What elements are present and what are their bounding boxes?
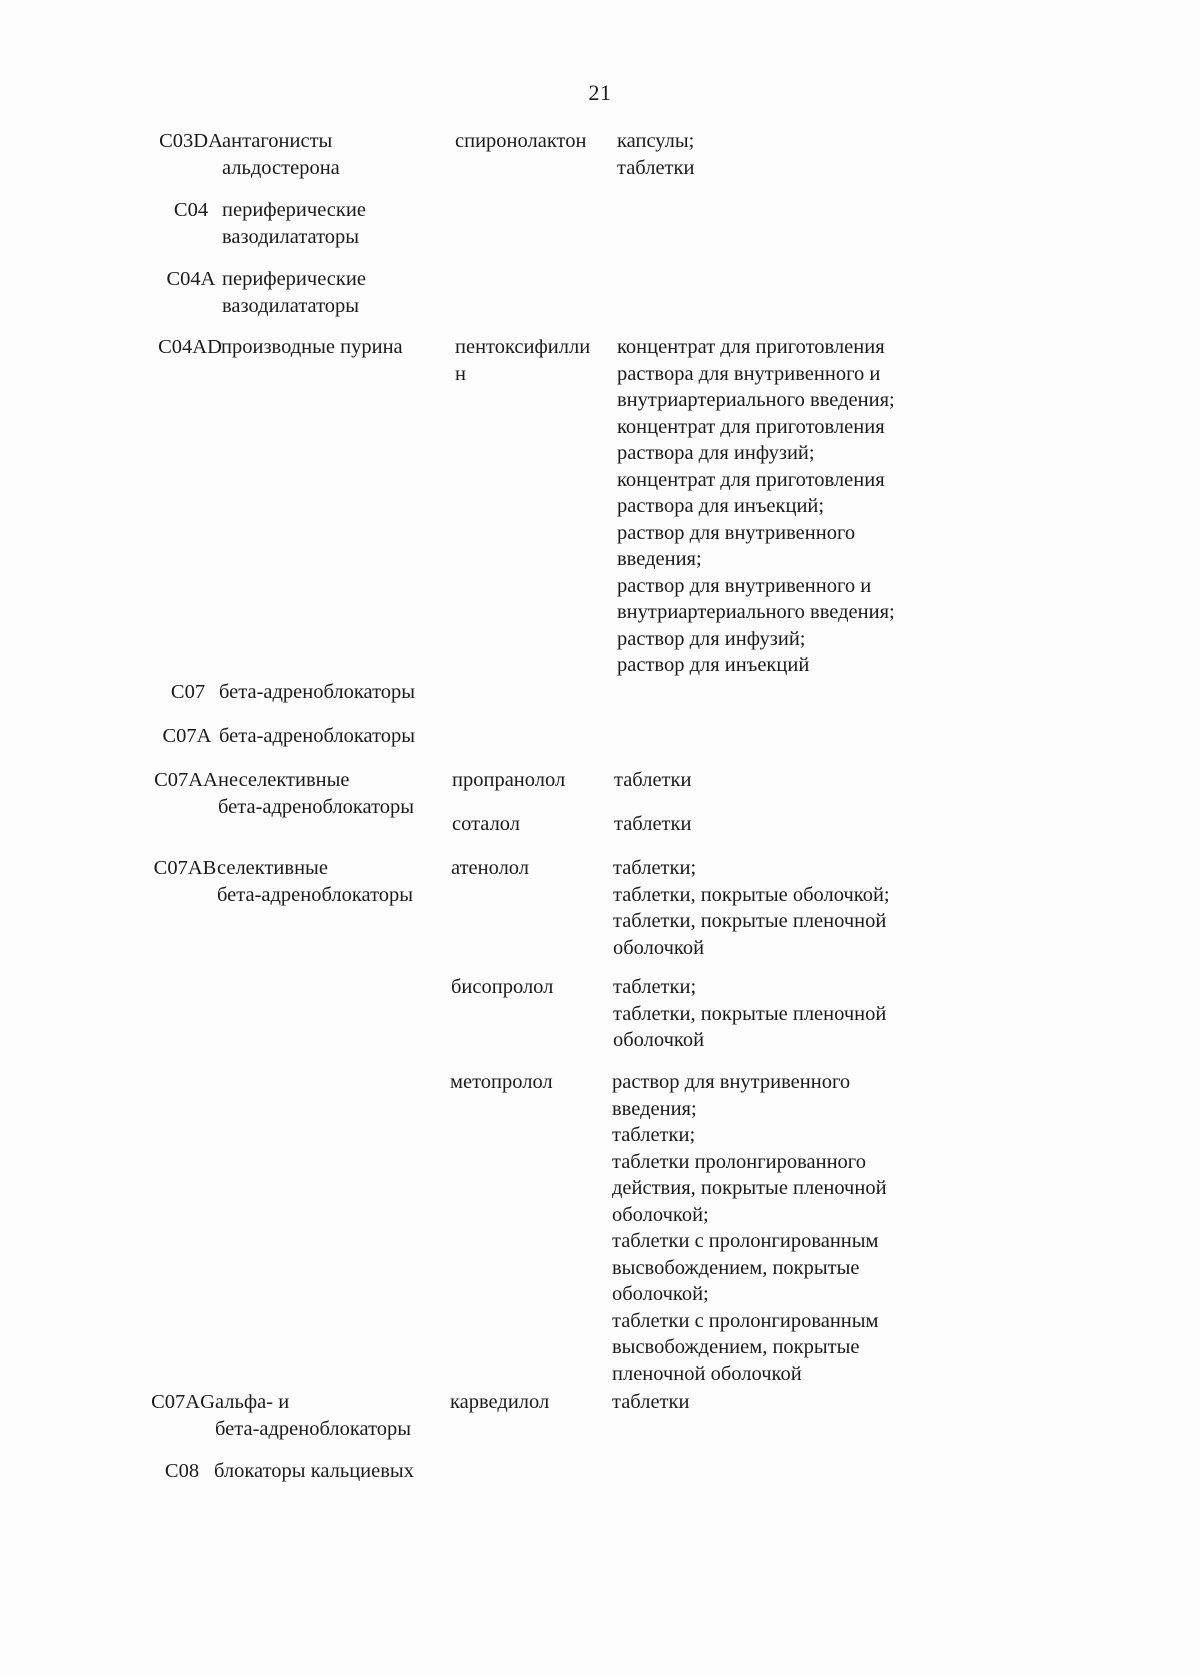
drug-name — [451, 855, 611, 882]
dosage-form-line: таблетки — [617, 156, 695, 179]
pharmacological-group — [214, 1458, 464, 1485]
dosage-form-line: таблетки — [614, 813, 692, 835]
drug-name-line: спиронолактон — [455, 130, 587, 152]
dosage-form-line: раствор для внутривенного — [617, 521, 856, 544]
dosage-form-line: действия, покрытые пленочной — [612, 1177, 887, 1199]
dosage-form-line: таблетки пролонгированного — [612, 1150, 866, 1173]
dosage-form-line: концентрат для приготовления — [617, 468, 885, 491]
drug-name — [452, 767, 612, 794]
atc-code: C07 — [170, 681, 206, 703]
pharmacological-group-line: бета-адреноблокаторы — [219, 681, 416, 703]
pharmacological-group — [221, 334, 471, 361]
atc-code: C03DA — [159, 130, 223, 152]
pharmacological-group-line: антагонисты — [222, 130, 333, 152]
dosage-form-line: таблетки с пролонгированным — [612, 1230, 879, 1252]
atc-code: C04AD — [158, 336, 222, 358]
dosage-form-line: таблетки — [614, 769, 692, 791]
dosage-form — [613, 974, 943, 1054]
dosage-form — [612, 1389, 942, 1416]
atc-code: C07A — [162, 725, 212, 747]
pharmacological-group-line: периферические — [222, 268, 366, 290]
drug-name-line: атенолол — [451, 857, 530, 879]
dosage-form-line: таблетки — [612, 1391, 690, 1413]
dosage-form-line: концентрат для приготовления — [617, 336, 885, 358]
dosage-form — [613, 855, 943, 961]
dosage-form-line: таблетки; — [613, 976, 697, 998]
dosage-form-line: внутриартериального введения; — [617, 601, 895, 623]
dosage-form-line: введения; — [617, 548, 702, 570]
dosage-form-line: таблетки, покрытые оболочкой; — [613, 883, 890, 906]
atc-code: C08 — [164, 1460, 200, 1482]
drug-name-line: пентоксифилли — [455, 336, 591, 358]
dosage-form-line: концентрат для приготовления — [617, 415, 885, 438]
drug-name — [452, 811, 612, 838]
dosage-form-line: оболочкой — [613, 936, 705, 959]
pharmacological-group-line: периферические — [222, 199, 366, 221]
drug-name-line: метопролол — [450, 1071, 553, 1093]
dosage-form — [617, 128, 947, 181]
dosage-form-line: раствора для инъекций; — [617, 495, 825, 517]
pharmacological-group-line: бета-адреноблокаторы — [215, 1417, 412, 1440]
pharmacological-group — [219, 679, 469, 706]
drug-name-line: н — [455, 362, 466, 385]
drug-name — [455, 128, 615, 155]
pharmacological-group-line: неселективные — [218, 769, 350, 791]
drug-name — [455, 334, 615, 387]
pharmacological-group-line: селективные — [217, 857, 328, 879]
pharmacological-group-line: альфа- и — [215, 1391, 290, 1413]
dosage-form-line: таблетки; — [612, 1124, 696, 1146]
dosage-form-line: введения; — [612, 1097, 697, 1120]
atc-code: C04 — [173, 199, 209, 221]
dosage-form-line: раствор для инфузий; — [617, 627, 806, 650]
drug-name — [451, 974, 611, 1001]
dosage-form-line: раствора для внутривенного и — [617, 362, 881, 385]
pharmacological-group-line: вазодилататоры — [222, 294, 360, 317]
dosage-form-line: таблетки с пролонгированным — [612, 1309, 879, 1332]
dosage-form-line: оболочкой; — [612, 1283, 709, 1305]
dosage-form — [614, 811, 944, 838]
pharmacological-group-line: производные пурина — [221, 336, 403, 358]
atc-code: C04A — [166, 268, 216, 290]
pharmacological-group-line: бета-адреноблокаторы — [219, 725, 416, 747]
pharmacological-group — [218, 767, 468, 820]
drug-name — [450, 1069, 610, 1096]
drug-name-line: бисопролол — [451, 976, 554, 998]
dosage-form-line: раствор для инъекций — [617, 654, 810, 676]
dosage-form — [617, 334, 947, 679]
dosage-form-line: раствор для внутривенного и — [617, 574, 872, 597]
pharmacological-group — [222, 197, 472, 250]
dosage-form-line: раствор для внутривенного — [612, 1071, 851, 1093]
atc-code: C07AA — [154, 769, 218, 791]
dosage-form-line: оболочкой; — [612, 1203, 709, 1226]
pharmacological-group-line: бета-адреноблокаторы — [217, 883, 414, 906]
dosage-form — [612, 1069, 942, 1387]
dosage-form-line: капсулы; — [617, 130, 695, 152]
pharmacological-group — [222, 266, 472, 319]
pharmacological-group-line: альдостерона — [222, 156, 340, 179]
drug-name — [450, 1389, 610, 1416]
pharmacological-group-line: вазодилататоры — [222, 225, 360, 248]
pharmacological-group-line: бета-адреноблокаторы — [218, 795, 415, 818]
atc-code: C07AG — [151, 1391, 215, 1413]
atc-code: C07AB — [153, 857, 217, 879]
drug-name-line: пропранолол — [452, 769, 566, 791]
dosage-form-line: пленочной оболочкой — [612, 1362, 802, 1385]
pharmacological-group — [222, 128, 472, 181]
drug-name-line: карведилол — [450, 1391, 550, 1413]
dosage-form-line: высвобождением, покрытые — [612, 1336, 860, 1358]
drug-name-line: соталол — [452, 813, 521, 835]
dosage-form-line: высвобождением, покрытые — [612, 1256, 860, 1279]
dosage-form-line: таблетки; — [613, 857, 697, 879]
page-number: 21 — [588, 80, 612, 105]
pharmacological-group — [215, 1389, 465, 1442]
dosage-form-line: раствора для инфузий; — [617, 442, 815, 464]
pharmacological-group-line: блокаторы кальциевых — [214, 1460, 414, 1482]
dosage-form-line: таблетки, покрытые пленочной — [613, 910, 887, 932]
pharmacological-group — [219, 723, 469, 750]
dosage-form — [614, 767, 944, 794]
pharmacological-group — [217, 855, 467, 908]
dosage-form-line: таблетки, покрытые пленочной — [613, 1002, 887, 1025]
dosage-form-line: внутриартериального введения; — [617, 389, 895, 411]
dosage-form-line: оболочкой — [613, 1029, 705, 1051]
